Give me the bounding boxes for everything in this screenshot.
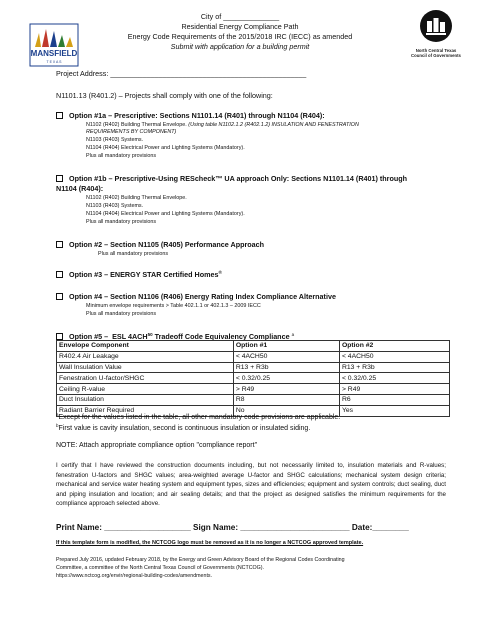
option-1b: [56, 174, 407, 184]
option-1a-line1-note: (Using table N1102.1.2 (R402.1.2) INSULATION AND FENESTRATION: [188, 122, 359, 128]
table-cell: R8: [233, 394, 339, 405]
option-1a-line4: Plus all mandatory provisions: [86, 153, 157, 159]
note-a-text: Except for the values listed in the table, all other mandatory code provisions are applicable.: [58, 414, 341, 421]
option-1b-title-cont: N1104 (R404):: [56, 184, 104, 193]
table-cell: R402.4 Air Leakage: [57, 351, 234, 362]
form-title: Residential Energy Compliance Path: [181, 22, 299, 31]
footer-line2: Committee, a committee of the North Central Texas Council of Governments (NCTCOG).: [56, 565, 265, 571]
option-1b-checkbox[interactable]: [56, 175, 63, 182]
option-5-checkbox[interactable]: [56, 333, 63, 340]
note-b: [56, 421, 310, 434]
mansfield-logo: [29, 23, 79, 67]
note-b-marker: b: [56, 423, 59, 428]
option-1b-line2: N1103 (R403) Systems.: [86, 203, 144, 209]
table-cell: Ceiling R-value: [57, 384, 234, 395]
table-cell: R13 + R3b: [339, 362, 449, 373]
table-cell: Radiant Barrier Required: [57, 405, 234, 416]
table-cell: < 4ACH50: [233, 351, 339, 362]
table-header: Option #1: [233, 341, 339, 352]
logo-tagline: T E X A S: [46, 60, 62, 64]
option-4-checkbox[interactable]: [56, 293, 63, 300]
footer-line1: Prepared July 2016, updated February 2018, by the Energy and Green Advisory Board of the Regional Codes Coordinating: [56, 557, 345, 563]
table-cell: < 0.32/0.25: [233, 373, 339, 384]
option-1a-line1-cont: REQUIREMENTS BY COMPONENT): [86, 129, 177, 135]
table-row: [57, 362, 450, 373]
compliance-table: [56, 340, 450, 417]
option-4-line2: Plus all mandatory provisions: [86, 311, 157, 317]
submit-note: Submit with application for a building permit: [170, 42, 310, 51]
option-1a: [56, 111, 325, 121]
option-2-line1: Plus all mandatory provisions: [98, 251, 169, 257]
table-header-row: [57, 341, 450, 352]
option-3-title: Option #3 – ENERGY STAR Certified Homes: [69, 270, 219, 279]
option-5-link-sup: 50: [147, 332, 153, 337]
option-2: [56, 240, 264, 250]
table-row: [57, 351, 450, 362]
table-cell: No: [233, 405, 339, 416]
nctcog-line2: Council of Governments: [411, 53, 461, 58]
option-1a-line1-text: N1102 (R402) Building Thermal Envelope.: [86, 122, 187, 128]
table-header: Envelope Component: [57, 341, 234, 352]
table-cell: > R49: [339, 384, 449, 395]
footer-url[interactable]: https://www.nctcog.org/envir/regional-building-codes/amendments.: [56, 573, 213, 579]
table-cell: R13 + R3b: [233, 362, 339, 373]
signature-line: Print Name: ___________________ Sign Name: ________________________ Date:________: [56, 523, 409, 532]
table-cell: R6: [339, 394, 449, 405]
option-1a-checkbox[interactable]: [56, 112, 63, 119]
option-1b-line4: Plus all mandatory provisions: [86, 219, 157, 225]
table-cell: < 0.32/0.25: [339, 373, 449, 384]
option-5-note-ref: a: [291, 332, 295, 337]
table-cell: Fenestration U-factor/SHGC: [57, 373, 234, 384]
logo-name: MANSFIELD: [30, 49, 78, 58]
option-1b-line3: N1104 (R404) Electrical Power and Lighting Systems (Mandatory).: [86, 211, 245, 217]
form-subtitle: Energy Code Requirements of the 2015/2018 IRC (IECC) as amended: [127, 32, 353, 41]
table-row: [57, 394, 450, 405]
nctcog-line1: North Central Texas: [415, 48, 457, 53]
nctcog-emblem-icon: [419, 9, 453, 43]
option-1a-line2: N1103 (R403) Systems.: [86, 137, 144, 143]
note-b-text: First value is cavity insulation, second is continuous insulation or insulated siding.: [58, 425, 311, 432]
option-5-prefix: Option #5 –: [69, 332, 109, 341]
table-header: Option #2: [339, 341, 449, 352]
nctcog-logo: [396, 9, 476, 61]
table-cell: Wall Insulation Value: [57, 362, 234, 373]
table-cell: > R49: [233, 384, 339, 395]
option-1b-title: Option #1b – Prescriptive-Using REScheck™ UA approach Only: Sections N1101.14 (R401) through: [69, 174, 408, 183]
table-cell: Duct Insulation: [57, 394, 234, 405]
option-3-reg: ®: [218, 270, 222, 275]
table-row: [57, 384, 450, 395]
note-a-marker: a: [56, 412, 59, 417]
option-5-link-text: ESL 4ACH: [112, 332, 148, 341]
option-3-checkbox[interactable]: [56, 271, 63, 278]
option-3: [56, 268, 222, 280]
option-4-title: Option #4 – Section N1106 (R406) Energy Rating Index Compliance Alternative: [69, 292, 336, 301]
option-1b-line1: N1102 (R402) Building Thermal Envelope.: [86, 195, 187, 201]
modification-warning: If this template form is modified, the NCTCOG logo must be removed as it is no longer a NCTCOG approved template.: [56, 540, 364, 546]
option-4: [56, 292, 336, 302]
intro-text: N1101.13 (R401.2) – Projects shall comply with one of the following:: [56, 91, 273, 100]
option-5-link-rest: Tradeoff Code Equivalency Compliance: [152, 332, 290, 341]
project-address: Project Address: _________________________________________________: [56, 69, 307, 78]
table-row: [57, 373, 450, 384]
option-2-checkbox[interactable]: [56, 241, 63, 248]
option-4-line1: Minimum envelope requirements > Table 402.1.1 or 402.1.3 – 2009 IECC: [86, 303, 261, 309]
table-cell: < 4ACH50: [339, 351, 449, 362]
certify-paragraph: I certify that I have reviewed the construction documents including, but not necessarily limited to, insulation materials and R-values; fenestration U-factors and SHGC values; area-weighted average U-factor and SHGC calculations; mechanical system design criteria; mechanical and service water heating system and equipment types, sizes and efficiencies; equipment and system controls; duct sealing, duct and piping insulation and location; and air sealing details; and that the project as designed satisfies the minimum requirements for the compliance approach selected above.: [56, 462, 446, 508]
option-2-title: Option #2 – Section N1105 (R405) Performance Approach: [69, 240, 265, 249]
city-line: City of ______________: [200, 12, 280, 21]
table-cell: Yes: [339, 405, 449, 416]
option-1a-title: Option #1a – Prescriptive: Sections N1101.14 (R401) through N1104 (R404):: [69, 111, 325, 120]
attach-note: NOTE: Attach appropriate compliance option "compliance report": [56, 442, 258, 449]
option-1a-line3: N1104 (R404) Electrical Power and Lighting Systems (Mandatory).: [86, 145, 245, 151]
